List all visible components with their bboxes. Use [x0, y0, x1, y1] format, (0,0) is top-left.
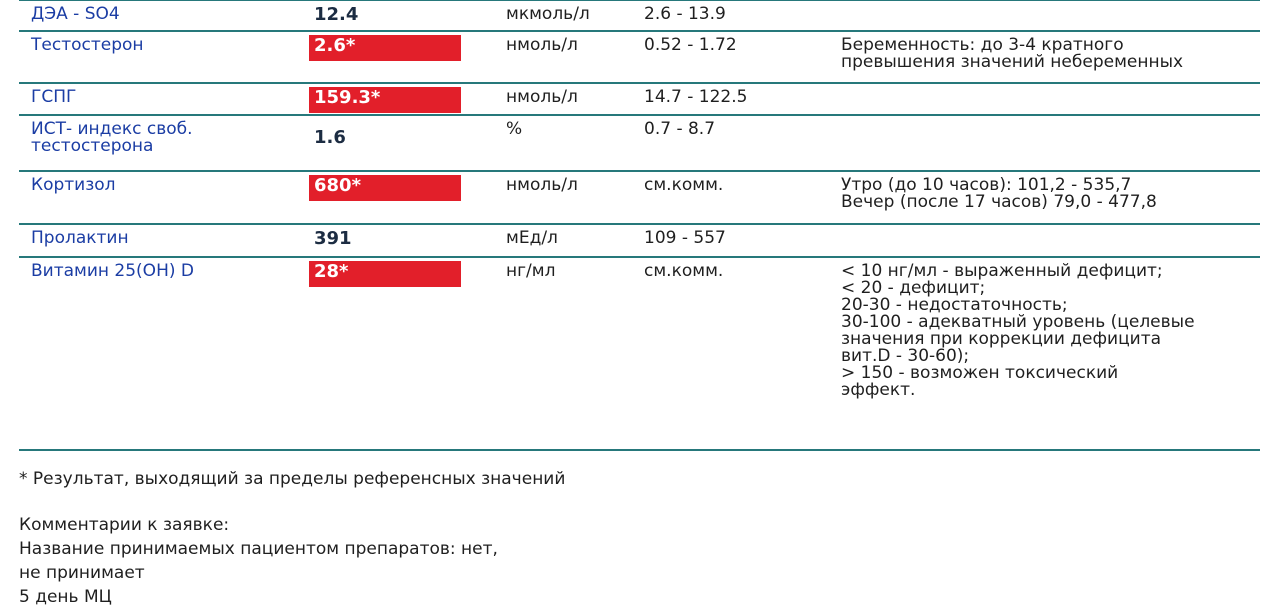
reference-range: 2.6 - 13.9 — [644, 4, 726, 24]
table-row — [19, 172, 1260, 225]
results-table — [19, 0, 1260, 451]
test-result: 391 — [314, 228, 352, 249]
test-name-line: ИСТ- индекс своб. — [31, 119, 193, 139]
note-line: Вечер (после 17 часов) 79,0 - 477,8 — [841, 192, 1157, 212]
reference-range: 0.7 - 8.7 — [644, 119, 716, 139]
test-result-flagged: 159.3* — [309, 87, 461, 113]
test-name: Пролактин — [31, 228, 129, 248]
test-name: ГСПГ — [31, 87, 77, 107]
test-name: ДЭА - SO4 — [31, 4, 120, 24]
table-row — [19, 84, 1260, 116]
test-note — [841, 177, 1261, 211]
test-unit: нмоль/л — [506, 35, 578, 55]
reference-range: см.комм. — [644, 261, 724, 281]
note-line: < 20 - дефицит; — [841, 278, 986, 298]
out-of-range-footnote: * Результат, выходящий за пределы референсных значений — [19, 469, 566, 489]
reference-range: 109 - 557 — [644, 228, 726, 248]
test-name-line: тестостерона — [31, 136, 154, 156]
test-result-flagged: 680* — [309, 175, 461, 201]
test-name: Витамин 25(OH) D — [31, 261, 194, 281]
note-line: 30-100 - адекватный уровень (целевые — [841, 312, 1195, 332]
table-row — [19, 258, 1260, 451]
comments-line: 5 день МЦ — [19, 587, 112, 607]
table-row — [19, 32, 1260, 84]
note-line: < 10 нг/мл - выраженный дефицит; — [841, 261, 1163, 281]
test-result-flagged: 28* — [309, 261, 461, 287]
table-row — [19, 116, 1260, 172]
test-name: Кортизол — [31, 175, 116, 195]
test-note — [841, 263, 1261, 399]
test-unit: нмоль/л — [506, 87, 578, 107]
test-unit: нг/мл — [506, 261, 556, 281]
test-note — [841, 37, 1261, 71]
test-unit: нмоль/л — [506, 175, 578, 195]
test-result: 1.6 — [314, 127, 346, 148]
note-line: Утро (до 10 часов): 101,2 - 535,7 — [841, 175, 1132, 195]
test-unit: мЕд/л — [506, 228, 558, 248]
test-unit: мкмоль/л — [506, 4, 590, 24]
test-name — [31, 121, 281, 155]
comments-line: Название принимаемых пациентом препаратов: нет, — [19, 539, 498, 559]
comments-line: не принимает — [19, 563, 145, 583]
reference-range: 14.7 - 122.5 — [644, 87, 748, 107]
note-line: значения при коррекции дефицита — [841, 329, 1162, 349]
test-result: 12.4 — [314, 4, 359, 25]
note-line: 20-30 - недостаточность; — [841, 295, 1068, 315]
note-line: превышения значений небеременных — [841, 52, 1184, 72]
table-row — [19, 225, 1260, 258]
table-row — [19, 1, 1260, 32]
test-name: Тестостерон — [31, 35, 144, 55]
test-unit: % — [506, 119, 523, 139]
reference-range: см.комм. — [644, 175, 724, 195]
note-line: вит.D - 30-60); — [841, 346, 970, 366]
comments-title: Комментарии к заявке: — [19, 515, 230, 535]
test-result-flagged: 2.6* — [309, 35, 461, 61]
note-line: Беременность: до 3-4 кратного — [841, 35, 1124, 55]
note-line: > 150 - возможен токсический — [841, 363, 1119, 383]
note-line: эффект. — [841, 380, 916, 400]
reference-range: 0.52 - 1.72 — [644, 35, 737, 55]
request-comments — [19, 513, 498, 609]
